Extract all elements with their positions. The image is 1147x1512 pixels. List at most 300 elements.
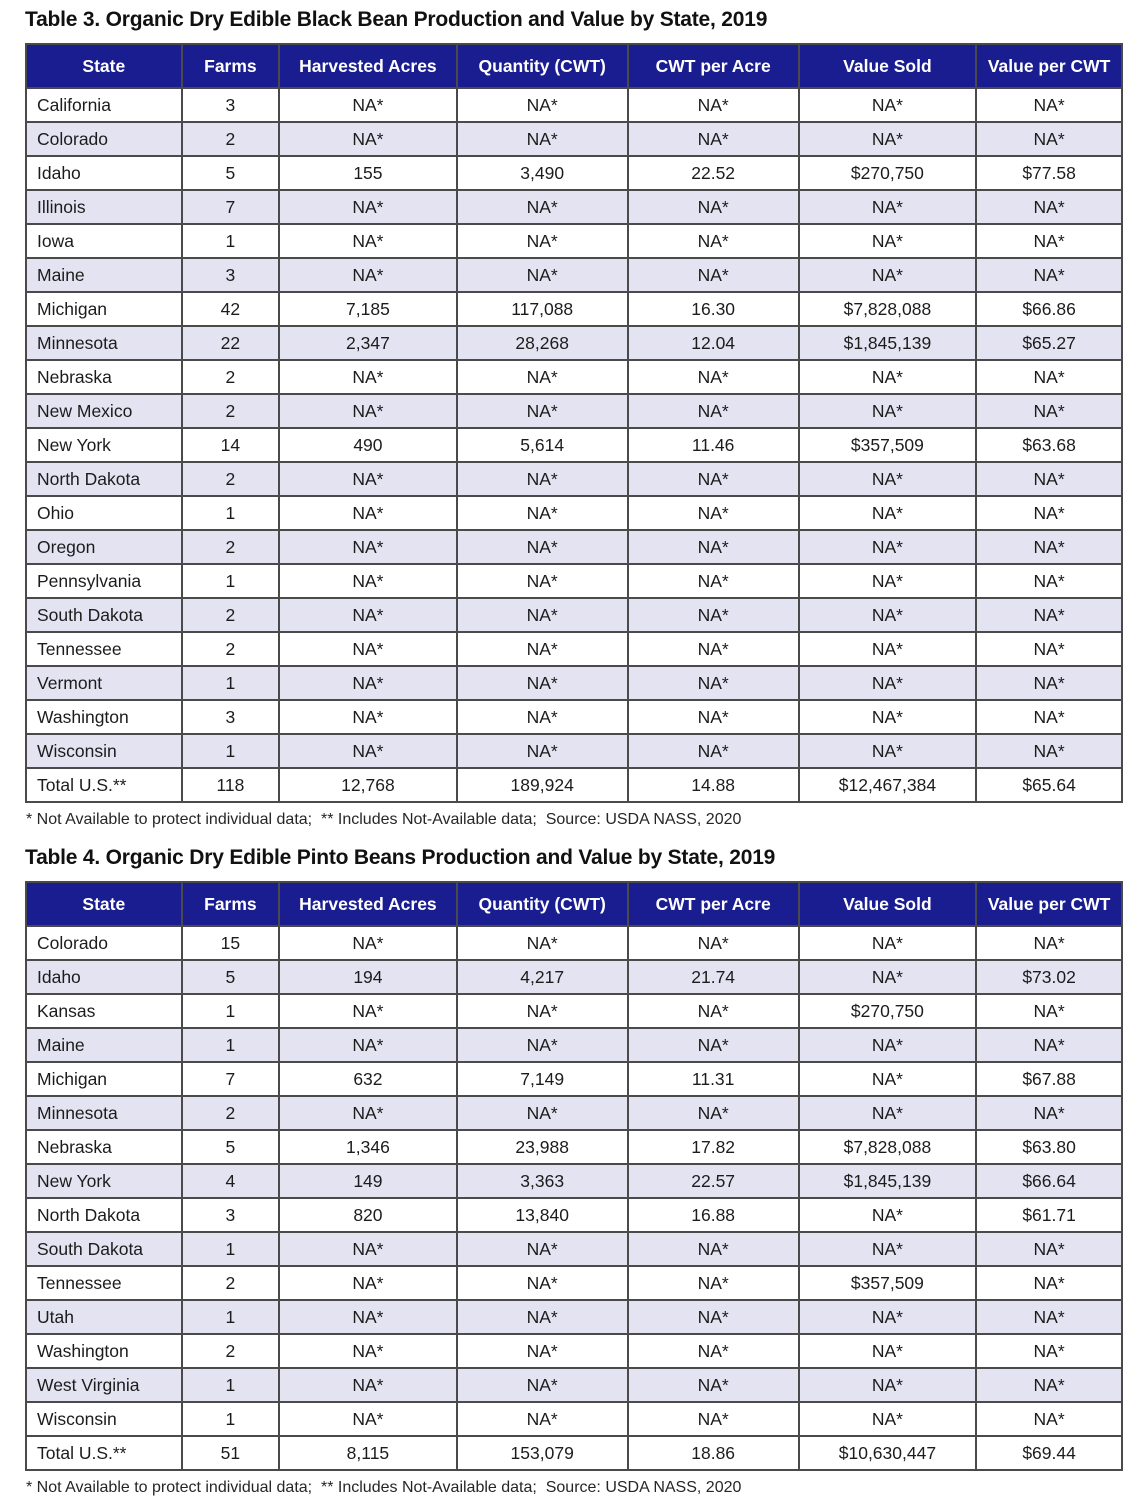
value-cell: NA*	[799, 1334, 977, 1368]
table-row	[26, 190, 1122, 224]
value-cell: 11.46	[628, 428, 799, 462]
value-cell: 12.04	[628, 326, 799, 360]
value-cell: NA*	[457, 1334, 628, 1368]
value-cell: $357,509	[799, 428, 977, 462]
value-cell: 3	[182, 88, 280, 122]
value-cell: NA*	[799, 1062, 977, 1096]
column-header: Value per CWT	[976, 44, 1122, 88]
value-cell: 14.88	[628, 768, 799, 802]
value-cell: NA*	[799, 224, 977, 258]
value-cell: 155	[279, 156, 457, 190]
state-cell: California	[26, 88, 182, 122]
state-cell: Wisconsin	[26, 734, 182, 768]
value-cell: NA*	[799, 360, 977, 394]
table-row	[26, 122, 1122, 156]
value-cell: NA*	[976, 1368, 1122, 1402]
value-cell: NA*	[976, 1300, 1122, 1334]
state-cell: Kansas	[26, 994, 182, 1028]
value-cell: $65.64	[976, 768, 1122, 802]
state-cell: South Dakota	[26, 1232, 182, 1266]
value-cell: NA*	[976, 734, 1122, 768]
column-header: Value Sold	[799, 882, 977, 926]
value-cell: NA*	[976, 1402, 1122, 1436]
state-cell: Idaho	[26, 960, 182, 994]
value-cell: NA*	[799, 926, 977, 960]
value-cell: NA*	[279, 632, 457, 666]
state-cell: Iowa	[26, 224, 182, 258]
value-cell: NA*	[279, 926, 457, 960]
table-row	[26, 1402, 1122, 1436]
value-cell: NA*	[628, 1028, 799, 1062]
table-row	[26, 1096, 1122, 1130]
state-cell: Washington	[26, 1334, 182, 1368]
value-cell: NA*	[799, 960, 977, 994]
value-cell: NA*	[628, 394, 799, 428]
table-row	[26, 1266, 1122, 1300]
value-cell: NA*	[976, 224, 1122, 258]
value-cell: NA*	[457, 462, 628, 496]
state-cell: Maine	[26, 1028, 182, 1062]
value-cell: 5,614	[457, 428, 628, 462]
value-cell: 149	[279, 1164, 457, 1198]
value-cell: NA*	[457, 994, 628, 1028]
value-cell: NA*	[976, 1334, 1122, 1368]
state-cell: Tennessee	[26, 1266, 182, 1300]
value-cell: 2	[182, 394, 280, 428]
value-cell: 16.30	[628, 292, 799, 326]
table-row	[26, 88, 1122, 122]
value-cell: NA*	[457, 224, 628, 258]
state-cell: Utah	[26, 1300, 182, 1334]
value-cell: $66.86	[976, 292, 1122, 326]
value-cell: 2	[182, 1266, 280, 1300]
state-cell: Total U.S.**	[26, 768, 182, 802]
table-row	[26, 1300, 1122, 1334]
value-cell: 118	[182, 768, 280, 802]
value-cell: NA*	[976, 190, 1122, 224]
value-cell: NA*	[976, 598, 1122, 632]
state-cell: Illinois	[26, 190, 182, 224]
value-cell: 14	[182, 428, 280, 462]
value-cell: 7	[182, 190, 280, 224]
table-row	[26, 258, 1122, 292]
value-cell: NA*	[799, 496, 977, 530]
table-row	[26, 428, 1122, 462]
value-cell: NA*	[457, 190, 628, 224]
value-cell: NA*	[799, 734, 977, 768]
value-cell: 51	[182, 1436, 280, 1470]
value-cell: 15	[182, 926, 280, 960]
value-cell: NA*	[799, 530, 977, 564]
value-cell: NA*	[628, 994, 799, 1028]
column-header: State	[26, 44, 182, 88]
value-cell: NA*	[279, 1096, 457, 1130]
value-cell: NA*	[628, 1232, 799, 1266]
value-cell: $270,750	[799, 994, 977, 1028]
value-cell: NA*	[976, 994, 1122, 1028]
value-cell: NA*	[457, 394, 628, 428]
value-cell: 16.88	[628, 1198, 799, 1232]
value-cell: NA*	[976, 462, 1122, 496]
table-row	[26, 1368, 1122, 1402]
table-row	[26, 632, 1122, 666]
state-cell: Michigan	[26, 1062, 182, 1096]
table-row	[26, 292, 1122, 326]
value-cell: 2	[182, 530, 280, 564]
value-cell: NA*	[457, 564, 628, 598]
value-cell: 3	[182, 700, 280, 734]
column-header: Quantity (CWT)	[457, 882, 628, 926]
value-cell: 28,268	[457, 326, 628, 360]
state-cell: New York	[26, 428, 182, 462]
value-cell: 189,924	[457, 768, 628, 802]
state-cell: North Dakota	[26, 1198, 182, 1232]
value-cell: 22.52	[628, 156, 799, 190]
state-cell: Colorado	[26, 122, 182, 156]
value-cell: NA*	[976, 632, 1122, 666]
value-cell: 12,768	[279, 768, 457, 802]
value-cell: 22.57	[628, 1164, 799, 1198]
state-cell: Michigan	[26, 292, 182, 326]
header-row	[26, 44, 1122, 88]
value-cell: 1	[182, 734, 280, 768]
table-row	[26, 326, 1122, 360]
value-cell: 2,347	[279, 326, 457, 360]
column-header: State	[26, 882, 182, 926]
value-cell: NA*	[628, 632, 799, 666]
value-cell: 21.74	[628, 960, 799, 994]
value-cell: NA*	[457, 122, 628, 156]
value-cell: NA*	[279, 360, 457, 394]
value-cell: NA*	[799, 1300, 977, 1334]
column-header: Value Sold	[799, 44, 977, 88]
value-cell: 2	[182, 462, 280, 496]
state-cell: Oregon	[26, 530, 182, 564]
value-cell: $77.58	[976, 156, 1122, 190]
value-cell: 5	[182, 960, 280, 994]
value-cell: $7,828,088	[799, 292, 977, 326]
value-cell: NA*	[628, 1096, 799, 1130]
value-cell: NA*	[279, 1334, 457, 1368]
table-row	[26, 666, 1122, 700]
value-cell: 18.86	[628, 1436, 799, 1470]
value-cell: 7	[182, 1062, 280, 1096]
value-cell: NA*	[976, 496, 1122, 530]
value-cell: NA*	[799, 394, 977, 428]
state-cell: Maine	[26, 258, 182, 292]
value-cell: NA*	[976, 926, 1122, 960]
table-row	[26, 224, 1122, 258]
value-cell: NA*	[799, 1232, 977, 1266]
table-row	[26, 530, 1122, 564]
table-row	[26, 1062, 1122, 1096]
value-cell: NA*	[628, 190, 799, 224]
value-cell: 2	[182, 360, 280, 394]
value-cell: 42	[182, 292, 280, 326]
value-cell: NA*	[628, 258, 799, 292]
state-cell: Idaho	[26, 156, 182, 190]
value-cell: NA*	[628, 462, 799, 496]
table-row	[26, 156, 1122, 190]
total-row	[26, 1436, 1122, 1470]
value-cell: NA*	[628, 224, 799, 258]
state-cell: South Dakota	[26, 598, 182, 632]
column-header: Value per CWT	[976, 882, 1122, 926]
value-cell: NA*	[799, 258, 977, 292]
table-row	[26, 496, 1122, 530]
value-cell: NA*	[628, 1402, 799, 1436]
value-cell: NA*	[279, 530, 457, 564]
state-cell: Washington	[26, 700, 182, 734]
value-cell: NA*	[976, 1232, 1122, 1266]
value-cell: NA*	[976, 122, 1122, 156]
value-cell: 1	[182, 1402, 280, 1436]
state-cell: West Virginia	[26, 1368, 182, 1402]
value-cell: $65.27	[976, 326, 1122, 360]
value-cell: NA*	[628, 598, 799, 632]
state-cell: Ohio	[26, 496, 182, 530]
value-cell: NA*	[279, 224, 457, 258]
value-cell: 23,988	[457, 1130, 628, 1164]
state-cell: New York	[26, 1164, 182, 1198]
value-cell: $69.44	[976, 1436, 1122, 1470]
state-cell: North Dakota	[26, 462, 182, 496]
value-cell: $270,750	[799, 156, 977, 190]
state-cell: Pennsylvania	[26, 564, 182, 598]
value-cell: $7,828,088	[799, 1130, 977, 1164]
value-cell: 632	[279, 1062, 457, 1096]
value-cell: 7,149	[457, 1062, 628, 1096]
value-cell: NA*	[799, 122, 977, 156]
value-cell: NA*	[799, 598, 977, 632]
value-cell: NA*	[628, 926, 799, 960]
value-cell: NA*	[279, 122, 457, 156]
pinto-bean-section	[25, 844, 1126, 1498]
table3-title: Table 3. Organic Dry Edible Black Bean Production and Value by State, 2019	[25, 8, 768, 31]
value-cell: NA*	[628, 1334, 799, 1368]
value-cell: NA*	[457, 1266, 628, 1300]
value-cell: NA*	[457, 700, 628, 734]
value-cell: NA*	[628, 734, 799, 768]
column-header: Farms	[182, 44, 280, 88]
pinto-bean-table	[25, 881, 1123, 1471]
value-cell: NA*	[457, 1300, 628, 1334]
value-cell: NA*	[799, 666, 977, 700]
value-cell: NA*	[457, 632, 628, 666]
value-cell: 1,346	[279, 1130, 457, 1164]
value-cell: $67.88	[976, 1062, 1122, 1096]
value-cell: 1	[182, 1368, 280, 1402]
value-cell: NA*	[628, 1266, 799, 1300]
value-cell: $12,467,384	[799, 768, 977, 802]
value-cell: NA*	[976, 258, 1122, 292]
state-cell: Colorado	[26, 926, 182, 960]
value-cell: NA*	[628, 530, 799, 564]
value-cell: NA*	[976, 530, 1122, 564]
table-row	[26, 360, 1122, 394]
value-cell: NA*	[457, 1096, 628, 1130]
value-cell: $66.64	[976, 1164, 1122, 1198]
table-row	[26, 598, 1122, 632]
table3-footnote: * Not Available to protect individual data; ** Includes Not-Available data; Source: USDA NASS, 2020	[26, 811, 742, 828]
table-row	[26, 1028, 1122, 1062]
value-cell: NA*	[799, 1198, 977, 1232]
value-cell: NA*	[457, 666, 628, 700]
value-cell: NA*	[628, 564, 799, 598]
value-cell: NA*	[457, 734, 628, 768]
table-row	[26, 960, 1122, 994]
value-cell: 3,490	[457, 156, 628, 190]
value-cell: 8,115	[279, 1436, 457, 1470]
value-cell: NA*	[457, 88, 628, 122]
value-cell: NA*	[628, 700, 799, 734]
value-cell: NA*	[457, 1368, 628, 1402]
state-cell: Tennessee	[26, 632, 182, 666]
column-header: Harvested Acres	[279, 882, 457, 926]
value-cell: NA*	[799, 190, 977, 224]
value-cell: NA*	[279, 734, 457, 768]
value-cell: 2	[182, 1334, 280, 1368]
value-cell: 13,840	[457, 1198, 628, 1232]
value-cell: NA*	[799, 1096, 977, 1130]
value-cell: 1	[182, 1028, 280, 1062]
value-cell: NA*	[976, 1266, 1122, 1300]
value-cell: NA*	[279, 258, 457, 292]
value-cell: 1	[182, 224, 280, 258]
value-cell: NA*	[628, 666, 799, 700]
header-row	[26, 882, 1122, 926]
value-cell: 3,363	[457, 1164, 628, 1198]
value-cell: NA*	[279, 1266, 457, 1300]
value-cell: 1	[182, 1232, 280, 1266]
value-cell: 490	[279, 428, 457, 462]
value-cell: 153,079	[457, 1436, 628, 1470]
value-cell: NA*	[279, 1402, 457, 1436]
table-row	[26, 700, 1122, 734]
value-cell: $61.71	[976, 1198, 1122, 1232]
value-cell: $63.68	[976, 428, 1122, 462]
value-cell: 2	[182, 598, 280, 632]
table4-footnote: * Not Available to protect individual data; ** Includes Not-Available data; Source: USDA NASS, 2020	[26, 1479, 742, 1496]
table-row	[26, 1198, 1122, 1232]
table4-title: Table 4. Organic Dry Edible Pinto Beans Production and Value by State, 2019	[25, 846, 776, 869]
value-cell: 1	[182, 994, 280, 1028]
value-cell: 22	[182, 326, 280, 360]
value-cell: NA*	[976, 360, 1122, 394]
state-cell: Wisconsin	[26, 1402, 182, 1436]
value-cell: NA*	[457, 1028, 628, 1062]
value-cell: 5	[182, 1130, 280, 1164]
value-cell: NA*	[279, 1368, 457, 1402]
value-cell: NA*	[457, 1402, 628, 1436]
table-row	[26, 1334, 1122, 1368]
value-cell: 3	[182, 258, 280, 292]
column-header: Quantity (CWT)	[457, 44, 628, 88]
value-cell: NA*	[628, 1300, 799, 1334]
value-cell: 820	[279, 1198, 457, 1232]
value-cell: NA*	[976, 1096, 1122, 1130]
value-cell: NA*	[628, 496, 799, 530]
value-cell: NA*	[279, 394, 457, 428]
value-cell: $1,845,139	[799, 326, 977, 360]
table-row	[26, 734, 1122, 768]
value-cell: NA*	[279, 994, 457, 1028]
value-cell: NA*	[628, 88, 799, 122]
value-cell: NA*	[976, 666, 1122, 700]
value-cell: NA*	[628, 1368, 799, 1402]
value-cell: 7,185	[279, 292, 457, 326]
value-cell: NA*	[279, 598, 457, 632]
table-row	[26, 1232, 1122, 1266]
value-cell: 2	[182, 1096, 280, 1130]
state-cell: Nebraska	[26, 360, 182, 394]
value-cell: NA*	[799, 564, 977, 598]
column-header: CWT per Acre	[628, 882, 799, 926]
value-cell: NA*	[628, 360, 799, 394]
value-cell: NA*	[279, 1300, 457, 1334]
value-cell: NA*	[799, 1028, 977, 1062]
value-cell: NA*	[457, 530, 628, 564]
table-row	[26, 926, 1122, 960]
total-row	[26, 768, 1122, 802]
table-row	[26, 1164, 1122, 1198]
table-row	[26, 462, 1122, 496]
value-cell: 194	[279, 960, 457, 994]
value-cell: NA*	[279, 88, 457, 122]
value-cell: 11.31	[628, 1062, 799, 1096]
value-cell: NA*	[457, 926, 628, 960]
value-cell: NA*	[976, 564, 1122, 598]
value-cell: NA*	[799, 632, 977, 666]
state-cell: Vermont	[26, 666, 182, 700]
value-cell: 4	[182, 1164, 280, 1198]
value-cell: 2	[182, 632, 280, 666]
value-cell: NA*	[628, 122, 799, 156]
state-cell: New Mexico	[26, 394, 182, 428]
value-cell: 117,088	[457, 292, 628, 326]
value-cell: NA*	[799, 1368, 977, 1402]
value-cell: NA*	[279, 496, 457, 530]
table-row	[26, 394, 1122, 428]
value-cell: NA*	[457, 496, 628, 530]
value-cell: NA*	[279, 1232, 457, 1266]
column-header: CWT per Acre	[628, 44, 799, 88]
value-cell: $63.80	[976, 1130, 1122, 1164]
value-cell: 2	[182, 122, 280, 156]
table-row	[26, 564, 1122, 598]
value-cell: NA*	[279, 462, 457, 496]
black-bean-table	[25, 43, 1123, 803]
value-cell: 17.82	[628, 1130, 799, 1164]
value-cell: NA*	[279, 700, 457, 734]
state-cell: Minnesota	[26, 1096, 182, 1130]
value-cell: NA*	[457, 598, 628, 632]
value-cell: $357,509	[799, 1266, 977, 1300]
value-cell: NA*	[976, 1028, 1122, 1062]
value-cell: NA*	[279, 190, 457, 224]
value-cell: NA*	[799, 1402, 977, 1436]
value-cell: NA*	[976, 394, 1122, 428]
value-cell: 1	[182, 666, 280, 700]
value-cell: NA*	[799, 462, 977, 496]
value-cell: NA*	[976, 700, 1122, 734]
value-cell: 1	[182, 496, 280, 530]
value-cell: NA*	[457, 1232, 628, 1266]
value-cell: NA*	[279, 1028, 457, 1062]
value-cell: 3	[182, 1198, 280, 1232]
value-cell: 4,217	[457, 960, 628, 994]
value-cell: NA*	[457, 360, 628, 394]
